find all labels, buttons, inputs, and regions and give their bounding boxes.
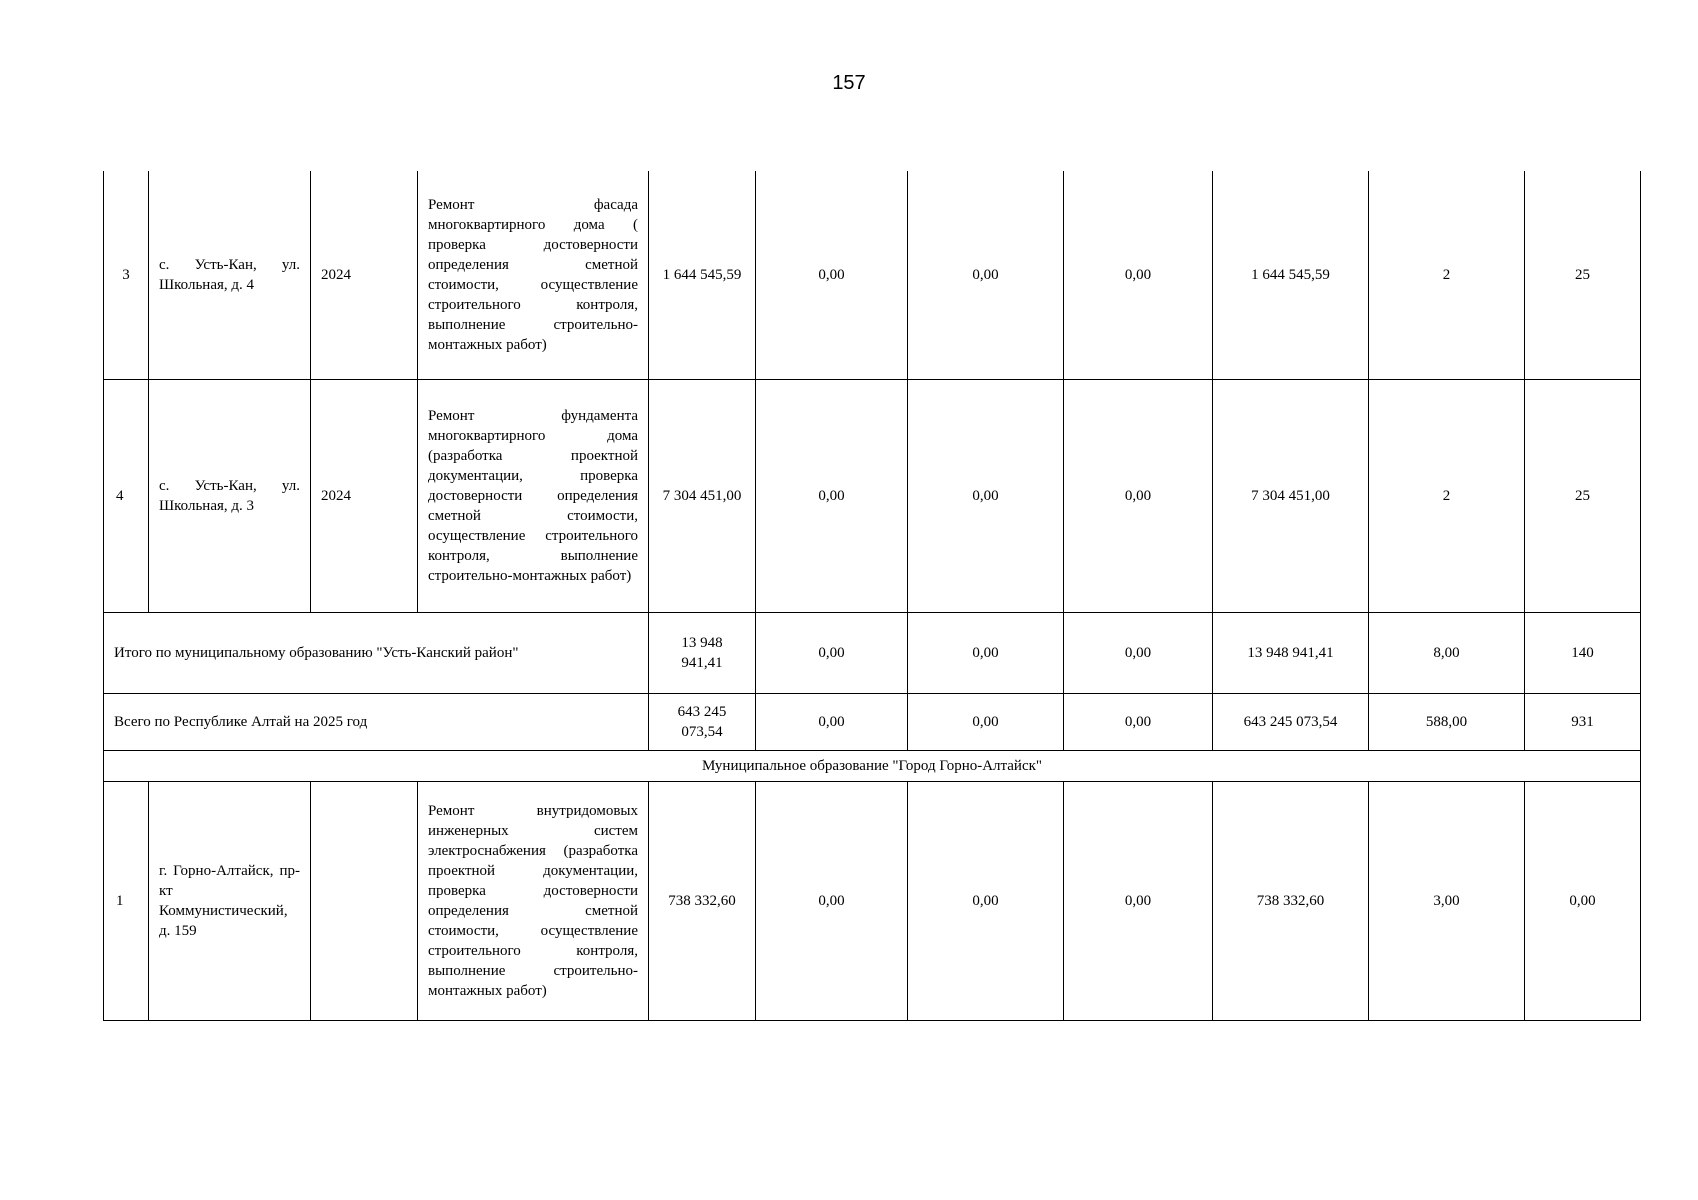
row-value-6: 25 <box>1525 379 1641 612</box>
subtotal-value-1: 0,00 <box>756 612 908 693</box>
grand-total-value-5: 588,00 <box>1369 693 1525 750</box>
row-value-4: 738 332,60 <box>1213 781 1369 1020</box>
table-row <box>104 781 1641 1020</box>
subtotal-row <box>104 612 1641 693</box>
row-address: с. Усть-Кан, ул. Школьная, д. 3 <box>149 379 311 612</box>
row-value-2: 0,00 <box>908 781 1064 1020</box>
row-index: 4 <box>104 379 149 612</box>
row-year <box>311 781 418 1020</box>
row-value-1: 0,00 <box>756 171 908 379</box>
row-work-description: Ремонт фасада многоквартирного дома ( проверка достоверности определения сметной стоимости, осуществление строительного контроля, выполнение строительно-монтажных работ) <box>418 171 649 379</box>
row-value-6: 0,00 <box>1525 781 1641 1020</box>
capital-repair-table <box>103 171 1641 1021</box>
subtotal-total-cost <box>649 612 756 693</box>
row-address: г. Горно-Алтайск, пр-кт Коммунистический, д. 159 <box>149 781 311 1020</box>
row-year: 2024 <box>311 379 418 612</box>
section-header: Муниципальное образование "Город Горно-Алтайск" <box>104 750 1641 781</box>
row-value-1: 0,00 <box>756 379 908 612</box>
grand-total-line1: 643 245 <box>677 703 727 720</box>
grand-total-value-4: 643 245 073,54 <box>1213 693 1369 750</box>
row-index: 3 <box>104 171 149 379</box>
table-row <box>104 379 1641 612</box>
table-row <box>104 171 1641 379</box>
page-number: 157 <box>832 72 866 94</box>
row-value-3: 0,00 <box>1064 781 1213 1020</box>
row-value-4: 7 304 451,00 <box>1213 379 1369 612</box>
row-value-5: 3,00 <box>1369 781 1525 1020</box>
row-value-6: 25 <box>1525 171 1641 379</box>
grand-total-value-3: 0,00 <box>1064 693 1213 750</box>
row-value-4: 1 644 545,59 <box>1213 171 1369 379</box>
subtotal-value-2: 0,00 <box>908 612 1064 693</box>
row-value-2: 0,00 <box>908 171 1064 379</box>
row-total-cost: 1 644 545,59 <box>649 171 756 379</box>
row-work-description: Ремонт внутридомовых инженерных систем электроснабжения (разработка проектной документации, проверка достоверности определения сметной стоимости, осуществление строительного контроля, выполнение строительно-монтажных работ) <box>418 781 649 1020</box>
row-value-1: 0,00 <box>756 781 908 1020</box>
row-year: 2024 <box>311 171 418 379</box>
row-value-5: 2 <box>1369 379 1525 612</box>
subtotal-value-4: 13 948 941,41 <box>1213 612 1369 693</box>
row-address: с. Усть-Кан, ул. Школьная, д. 4 <box>149 171 311 379</box>
grand-total-value-2: 0,00 <box>908 693 1064 750</box>
subtotal-value-6: 140 <box>1525 612 1641 693</box>
grand-total-line2: 073,54 <box>681 723 723 740</box>
row-total-cost: 7 304 451,00 <box>649 379 756 612</box>
grand-total-label: Всего по Республике Алтай на 2025 год <box>104 693 649 750</box>
subtotal-label: Итого по муниципальному образованию "Усть-Канский район" <box>104 612 649 693</box>
row-value-3: 0,00 <box>1064 171 1213 379</box>
section-header-row <box>104 750 1641 781</box>
grand-total-cost <box>649 693 756 750</box>
row-work-description: Ремонт фундамента многоквартирного дома (разработка проектной документации, проверка достоверности определения сметной стоимости, осуществление строительного контроля, выполнение строительно-монтажных работ) <box>418 379 649 612</box>
grand-total-value-1: 0,00 <box>756 693 908 750</box>
grand-total-value-6: 931 <box>1525 693 1641 750</box>
subtotal-total-line2: 941,41 <box>681 654 723 671</box>
row-value-3: 0,00 <box>1064 379 1213 612</box>
subtotal-total-line1: 13 948 <box>681 634 723 651</box>
row-index: 1 <box>104 781 149 1020</box>
subtotal-value-5: 8,00 <box>1369 612 1525 693</box>
subtotal-value-3: 0,00 <box>1064 612 1213 693</box>
row-value-2: 0,00 <box>908 379 1064 612</box>
row-value-5: 2 <box>1369 171 1525 379</box>
grand-total-row <box>104 693 1641 750</box>
row-total-cost: 738 332,60 <box>649 781 756 1020</box>
